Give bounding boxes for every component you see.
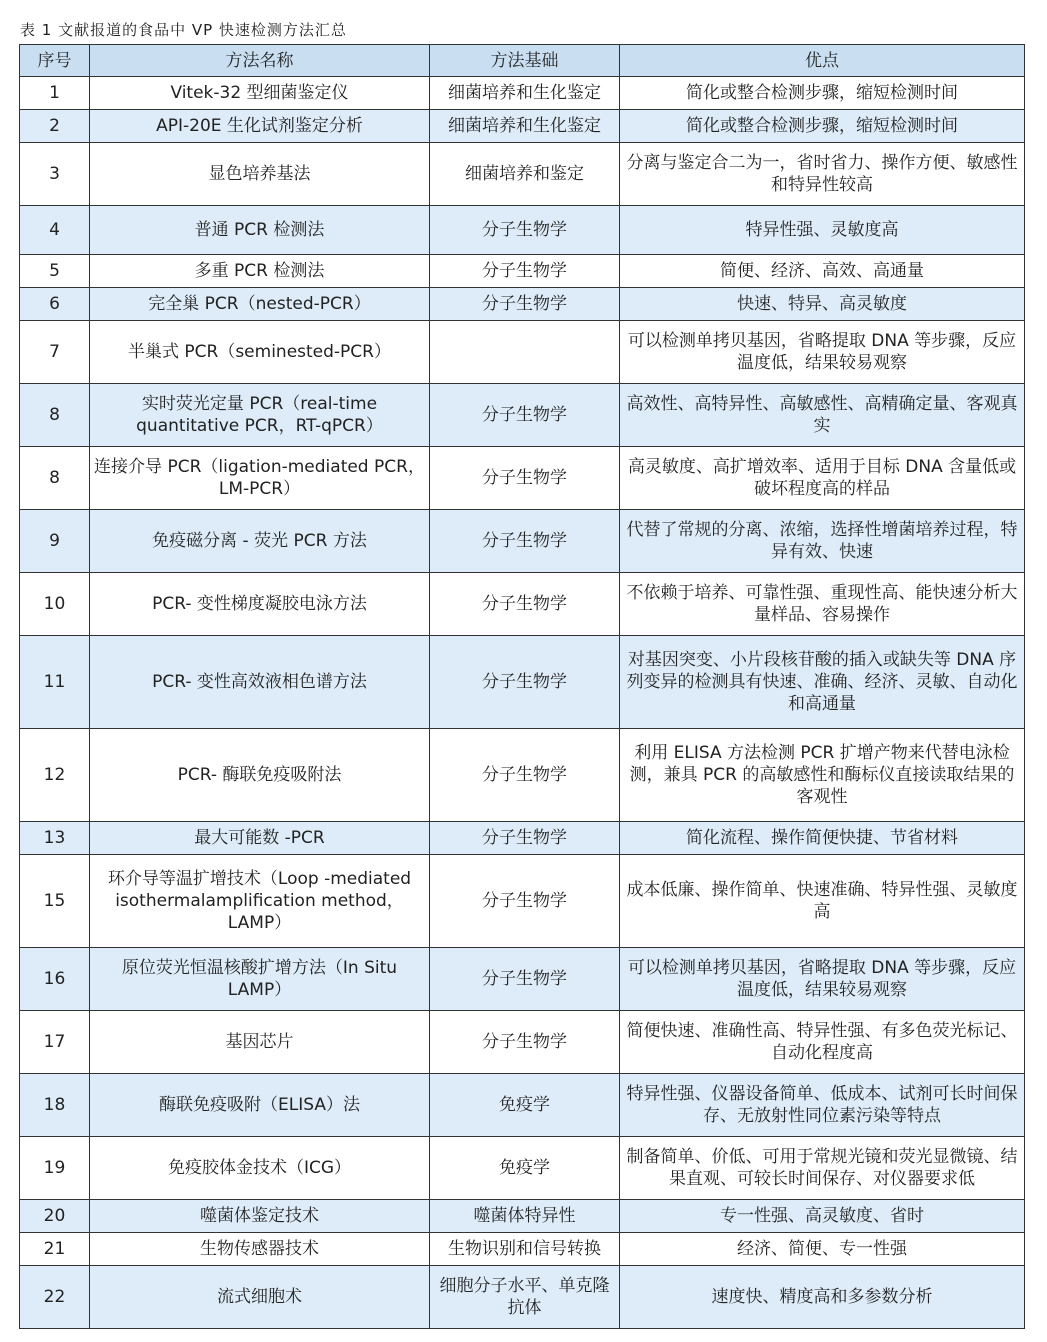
cell-method-name: 免疫磁分离 - 荧光 PCR 方法 [90,510,430,573]
cell-method-name: PCR- 酶联免疫吸附法 [90,729,430,822]
table-row [20,447,1025,510]
table-row [20,321,1025,384]
table-row [20,636,1025,729]
cell-method-basis: 分子生物学 [430,206,620,255]
cell-method-basis: 分子生物学 [430,447,620,510]
cell-method-basis: 分子生物学 [430,855,620,948]
cell-method-name: 连接介导 PCR（ligation-mediated PCR，LM-PCR） [90,447,430,510]
header-advantage: 优点 [620,45,1025,77]
cell-no: 6 [20,288,90,321]
cell-no: 9 [20,510,90,573]
cell-method-name: 完全巢 PCR（nested-PCR） [90,288,430,321]
header-basis: 方法基础 [430,45,620,77]
cell-method-basis: 免疫学 [430,1074,620,1137]
cell-method-basis: 噬菌体特异性 [430,1200,620,1233]
cell-method-name: 普通 PCR 检测法 [90,206,430,255]
table-row [20,143,1025,206]
table-body [20,77,1025,1329]
cell-advantage: 简便、经济、高效、高通量 [620,255,1025,288]
cell-method-basis: 生物识别和信号转换 [430,1233,620,1266]
cell-advantage: 代替了常规的分离、浓缩，选择性增菌培养过程，特异有效、快速 [620,510,1025,573]
table-row [20,855,1025,948]
cell-method-name: 半巢式 PCR（seminested-PCR） [90,321,430,384]
header-no: 序号 [20,45,90,77]
cell-advantage: 可以检测单拷贝基因，省略提取 DNA 等步骤，反应温度低，结果较易观察 [620,321,1025,384]
cell-advantage: 可以检测单拷贝基因，省略提取 DNA 等步骤，反应温度低，结果较易观察 [620,948,1025,1011]
table-row [20,110,1025,143]
cell-no: 20 [20,1200,90,1233]
cell-advantage: 简便快速、准确性高、特异性强、有多色荧光标记、自动化程度高 [620,1011,1025,1074]
cell-method-basis: 细菌培养和生化鉴定 [430,77,620,110]
cell-method-basis: 分子生物学 [430,636,620,729]
cell-advantage: 对基因突变、小片段核苷酸的插入或缺失等 DNA 序列变异的检测具有快速、准确、经济、灵敏、自动化和高通量 [620,636,1025,729]
cell-method-name: 多重 PCR 检测法 [90,255,430,288]
cell-method-name: PCR- 变性高效液相色谱方法 [90,636,430,729]
cell-no: 7 [20,321,90,384]
cell-method-name: 免疫胶体金技术（ICG） [90,1137,430,1200]
cell-method-basis: 细菌培养和鉴定 [430,143,620,206]
table-row [20,948,1025,1011]
cell-method-name: 流式细胞术 [90,1266,430,1329]
cell-method-basis [430,321,620,384]
cell-no: 17 [20,1011,90,1074]
cell-method-basis: 分子生物学 [430,1011,620,1074]
table-row [20,1200,1025,1233]
cell-method-basis: 分子生物学 [430,510,620,573]
table-row [20,1266,1025,1329]
cell-method-name: 环介导等温扩增技术（Loop -mediated isothermalamplification method，LAMP） [90,855,430,948]
table-caption: 表 1 文献报道的食品中 VP 快速检测方法汇总 [20,21,347,39]
cell-advantage: 高灵敏度、高扩增效率、适用于目标 DNA 含量低或破坏程度高的样品 [620,447,1025,510]
cell-method-name: Vitek-32 型细菌鉴定仪 [90,77,430,110]
table-row [20,573,1025,636]
cell-method-name: PCR- 变性梯度凝胶电泳方法 [90,573,430,636]
cell-no: 3 [20,143,90,206]
cell-method-basis: 细菌培养和生化鉴定 [430,110,620,143]
cell-method-name: 酶联免疫吸附（ELISA）法 [90,1074,430,1137]
cell-advantage: 成本低廉、操作简单、快速准确、特异性强、灵敏度高 [620,855,1025,948]
table-row [20,1011,1025,1074]
cell-method-name: 原位荧光恒温核酸扩增方法（In Situ LAMP） [90,948,430,1011]
cell-method-name: API-20E 生化试剂鉴定分析 [90,110,430,143]
table-row [20,1137,1025,1200]
cell-method-basis: 分子生物学 [430,255,620,288]
header-name: 方法名称 [90,45,430,77]
table-header-row [20,45,1025,77]
table-row [20,729,1025,822]
cell-method-basis: 细胞分子水平、单克隆抗体 [430,1266,620,1329]
cell-method-name: 基因芯片 [90,1011,430,1074]
table-row [20,1233,1025,1266]
cell-method-name: 最大可能数 -PCR [90,822,430,855]
cell-advantage: 专一性强、高灵敏度、省时 [620,1200,1025,1233]
cell-method-basis: 分子生物学 [430,948,620,1011]
cell-no: 22 [20,1266,90,1329]
cell-no: 13 [20,822,90,855]
cell-method-name: 噬菌体鉴定技术 [90,1200,430,1233]
cell-advantage: 快速、特异、高灵敏度 [620,288,1025,321]
cell-no: 18 [20,1074,90,1137]
methods-table [19,44,1025,1329]
cell-no: 16 [20,948,90,1011]
table-row [20,255,1025,288]
table-row [20,1074,1025,1137]
table-row [20,510,1025,573]
cell-advantage: 特异性强、灵敏度高 [620,206,1025,255]
cell-method-basis: 分子生物学 [430,822,620,855]
cell-no: 8 [20,384,90,447]
cell-method-basis: 分子生物学 [430,288,620,321]
cell-no: 11 [20,636,90,729]
cell-advantage: 利用 ELISA 方法检测 PCR 扩增产物来代替电泳检测，兼具 PCR 的高敏感性和酶标仪直接读取结果的客观性 [620,729,1025,822]
cell-advantage: 分离与鉴定合二为一，省时省力、操作方便、敏感性和特异性较高 [620,143,1025,206]
table-row [20,822,1025,855]
cell-method-name: 显色培养基法 [90,143,430,206]
cell-no: 10 [20,573,90,636]
cell-advantage: 简化或整合检测步骤，缩短检测时间 [620,110,1025,143]
cell-no: 4 [20,206,90,255]
cell-advantage: 特异性强、仪器设备简单、低成本、试剂可长时间保存、无放射性同位素污染等特点 [620,1074,1025,1137]
cell-no: 19 [20,1137,90,1200]
cell-no: 8 [20,447,90,510]
cell-no: 1 [20,77,90,110]
cell-method-basis: 分子生物学 [430,384,620,447]
table-row [20,206,1025,255]
cell-advantage: 简化流程、操作简便快捷、节省材料 [620,822,1025,855]
table-row [20,384,1025,447]
cell-method-basis: 分子生物学 [430,573,620,636]
cell-no: 5 [20,255,90,288]
cell-method-name: 生物传感器技术 [90,1233,430,1266]
cell-no: 12 [20,729,90,822]
cell-no: 2 [20,110,90,143]
table-row [20,288,1025,321]
cell-advantage: 经济、简便、专一性强 [620,1233,1025,1266]
cell-no: 15 [20,855,90,948]
cell-method-name: 实时荧光定量 PCR（real-time quantitative PCR，RT-qPCR） [90,384,430,447]
cell-no: 21 [20,1233,90,1266]
cell-method-basis: 免疫学 [430,1137,620,1200]
cell-advantage: 不依赖于培养、可靠性强、重现性高、能快速分析大量样品、容易操作 [620,573,1025,636]
table-row [20,77,1025,110]
cell-method-basis: 分子生物学 [430,729,620,822]
cell-advantage: 制备简单、价低、可用于常规光镜和荧光显微镜、结果直观、可较长时间保存、对仪器要求低 [620,1137,1025,1200]
cell-advantage: 简化或整合检测步骤，缩短检测时间 [620,77,1025,110]
cell-advantage: 高效性、高特异性、高敏感性、高精确定量、客观真实 [620,384,1025,447]
cell-advantage: 速度快、精度高和多参数分析 [620,1266,1025,1329]
